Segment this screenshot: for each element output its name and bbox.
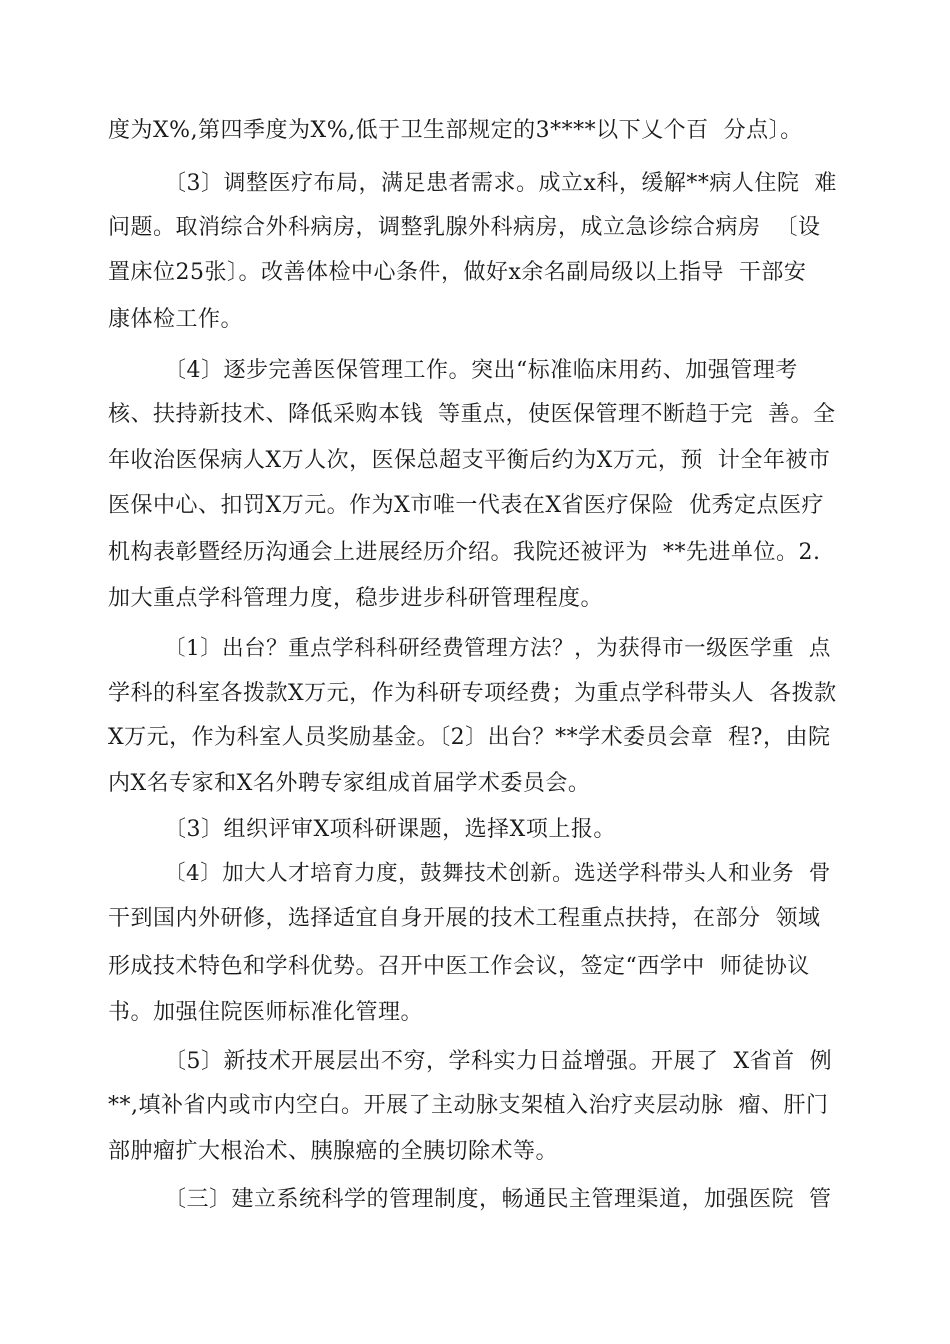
text-line: 〔4〕加大人才培育力度，鼓舞技术创新。选送学科带头人和业务 骨 (164, 861, 831, 886)
text-line: 部肿瘤扩大根治术、胰腺癌的全胰切除术等。 (108, 1139, 559, 1164)
text-line: 〔3〕组织评审X项科研课题，选择X项上报。 (164, 817, 616, 842)
text-line: 年收治医保病人X万人次，医保总超支平衡后约为X万元，预 计全年被市 (108, 448, 831, 473)
text-line: 干到国内外研修，选择适宜自身开展的技术工程重点扶持，在部分 领域 (108, 906, 821, 931)
text-line: 机构表彰暨经历沟通会上进展经历介绍。我院还被评为 **先进单位。2. (108, 540, 821, 565)
text-line: 问题。取消综合外科病房，调整乳腺外科病房，成立急诊综合病房 〔设 (108, 215, 821, 240)
text-line: 形成技术特色和学科优势。召开中医工作会议，签定“西学中 师徒协议 (108, 954, 810, 979)
text-line: 〔1〕出台？重点学科科研经费管理方法？，为获得市一级医学重 点 (164, 636, 831, 661)
text-line: 内X名专家和X名外聘专家组成首届学术委员会。 (108, 771, 591, 796)
text-line: 〔5〕新技术开展层出不穷，学科实力日益增强。开展了 X省首 例 (164, 1049, 833, 1074)
text-line: 〔4〕逐步完善医保管理工作。突出“标准临床用药、加强管理考 (164, 358, 798, 383)
text-line: 书。加强住院医师标准化管理。 (108, 1000, 424, 1025)
text-line: 度为X%,第四季度为X%,低于卫生部规定的3****以下乂个百 分点〕。 (108, 118, 803, 143)
text-line: **,填补省内或市内空白。开展了主动脉支架植入治疗夹层动脉 瘤、肝门 (108, 1093, 829, 1118)
text-line: 医保中心、扣罚X万元。作为X市唯一代表在X省医疗保险 优秀定点医疗 (108, 493, 824, 518)
text-line: 核、扶持新技术、降低采购本钱 等重点，使医保管理不断趋于完 善。全 (108, 402, 836, 427)
text-line: 康体检工作。 (108, 307, 244, 332)
text-line: 置床位25张〕。改善体检中心条件，做好x余名副局级以上指导 干部安 (108, 260, 807, 285)
text-line: 学科的科室各拨款X万元，作为科研专项经费；为重点学科带头人 各拨款 (108, 681, 837, 706)
text-line: 〔三〕建立系统科学的管理制度，畅通民主管理渠道，加强医院 管 (164, 1187, 832, 1212)
text-line: X万元，作为科室人员奖励基金。〔2〕出台？**学术委员会章 程?，由院 (108, 725, 831, 750)
text-line: 加大重点学科管理力度，稳步进步科研管理程度。 (108, 586, 604, 611)
text-line: 〔3〕调整医疗布局，满足患者需求。成立x科，缓解**病人住院 难 (164, 171, 837, 196)
